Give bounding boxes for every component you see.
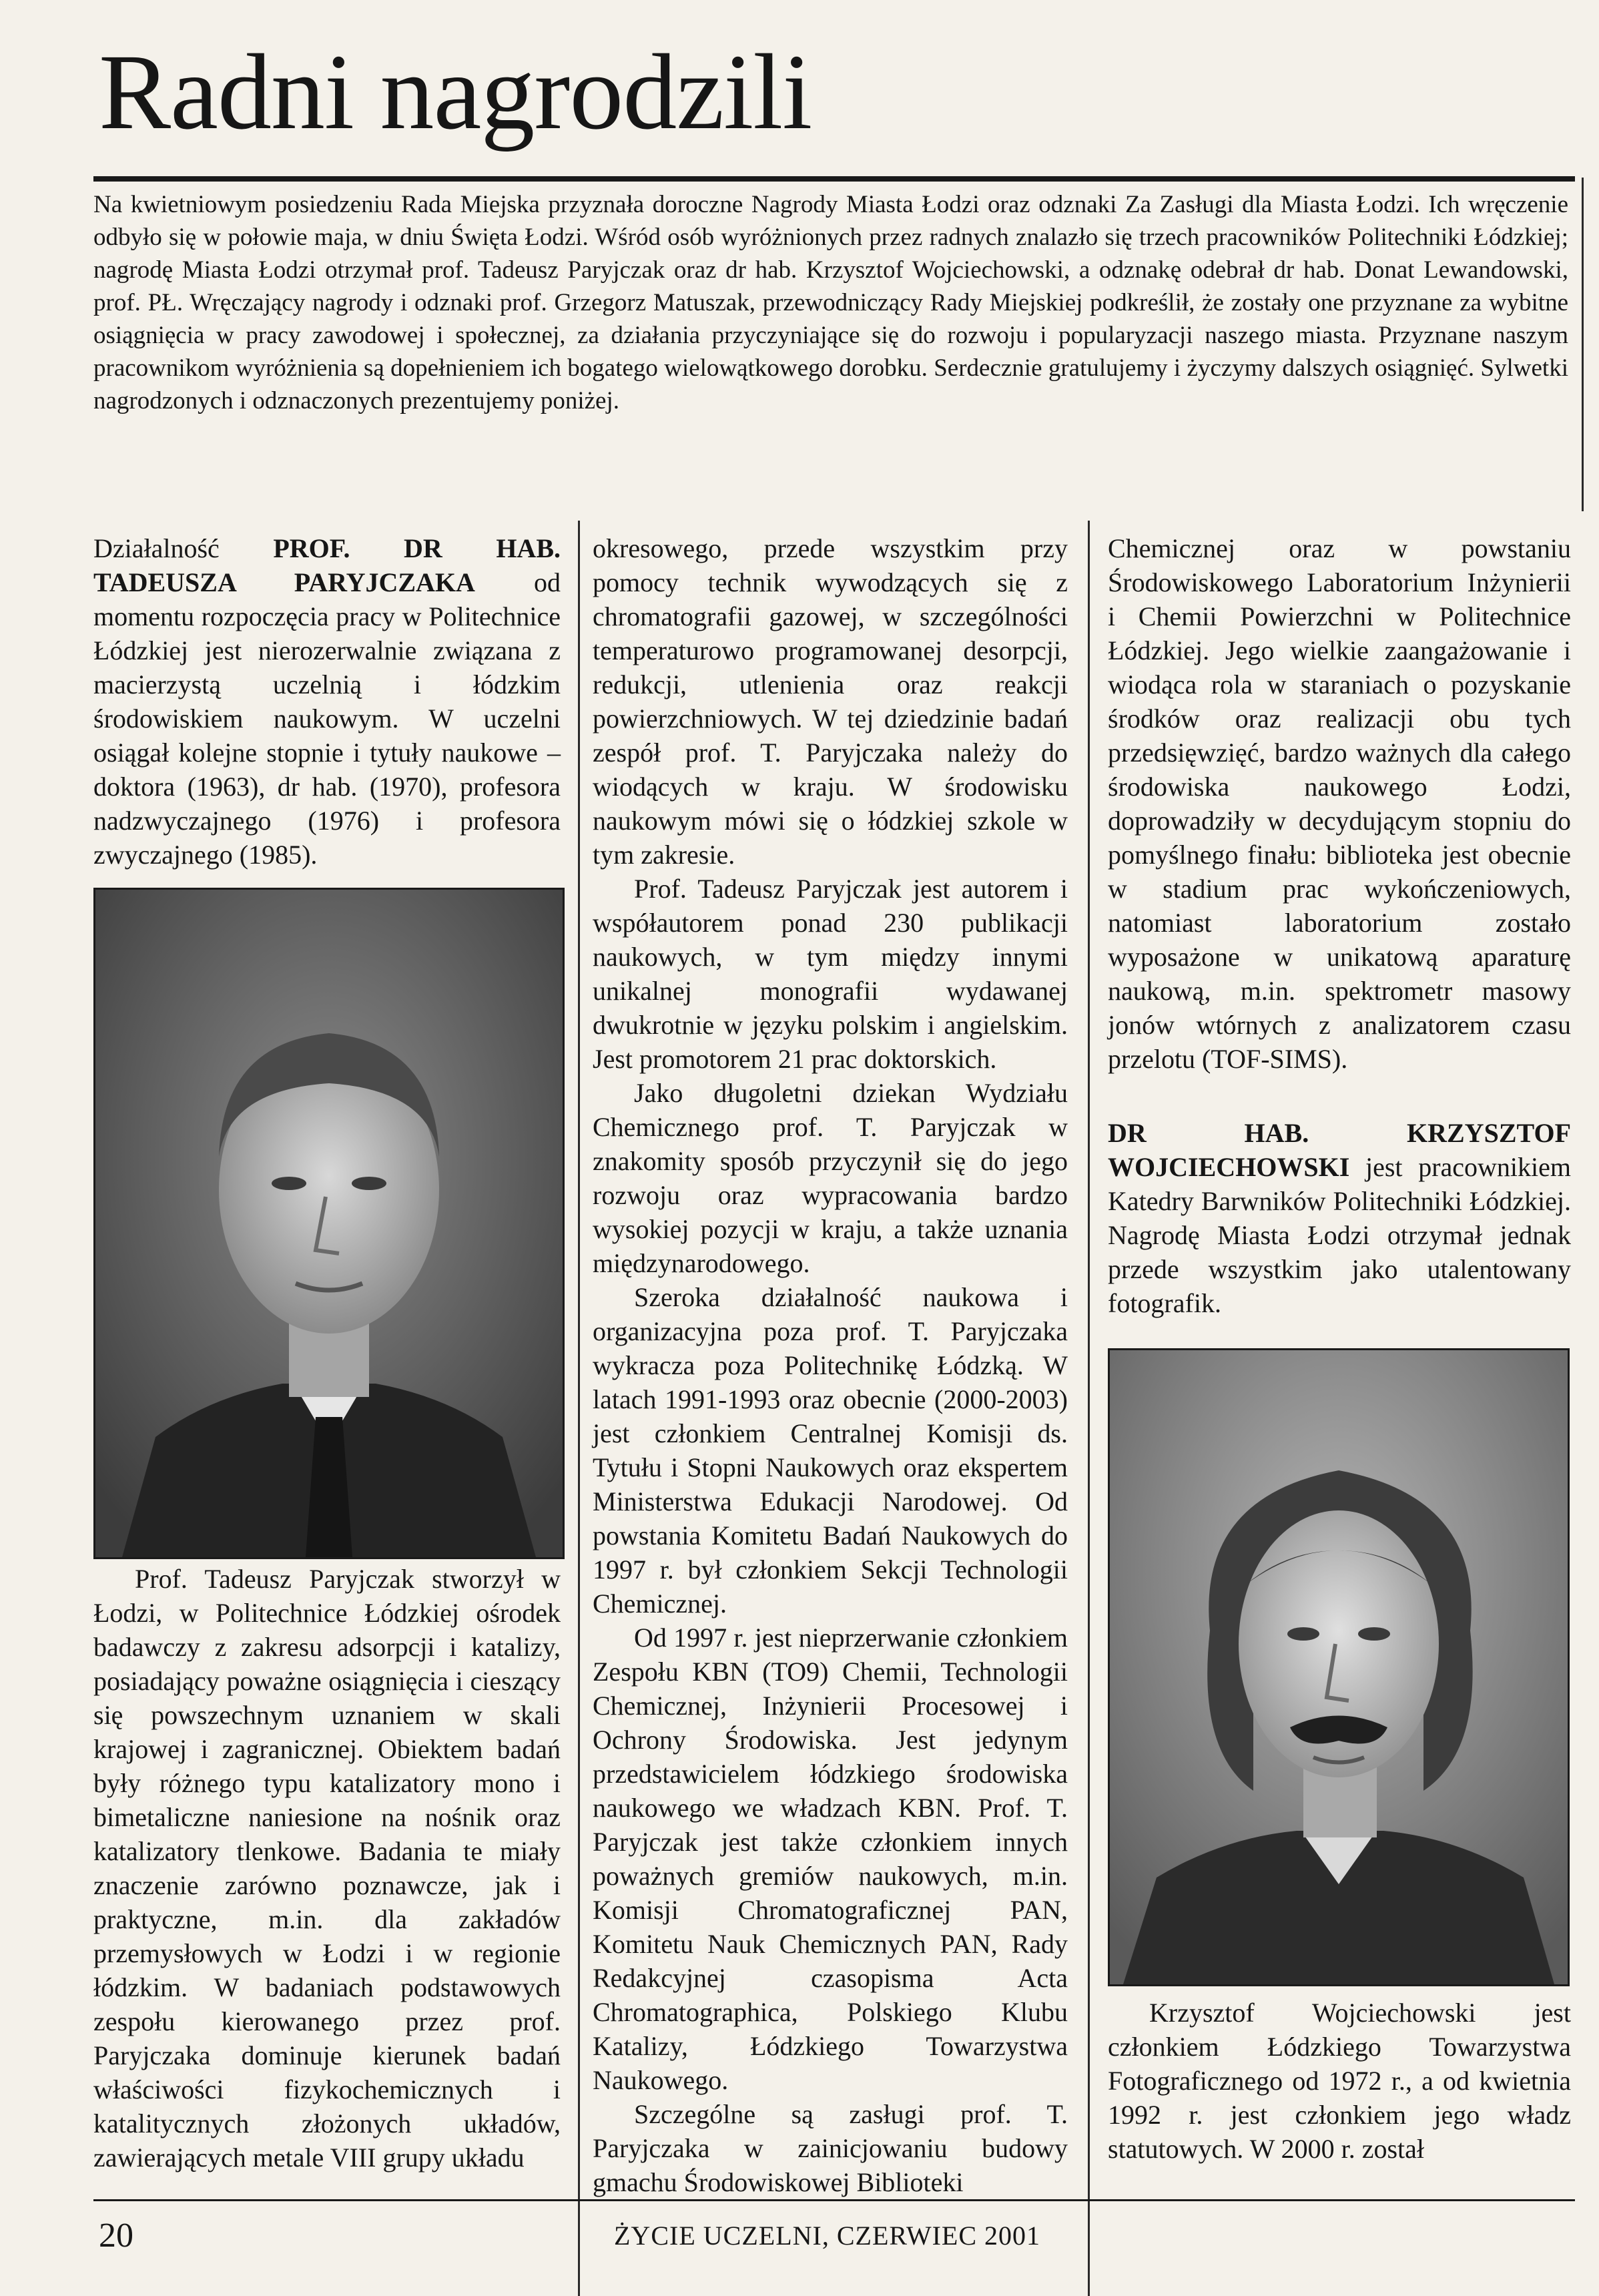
column-3 xyxy=(1108,531,1571,1320)
col1-intro-start: Działalność xyxy=(93,533,274,563)
col3-paragraph-3: Krzysztof Wojciechowski jest członkiem Łódzkiego Towarzystwa Fotograficznego od 1972 r., a od kwietnia 1992 r. jest członkiem jego władz statutowych. W 2000 r. został xyxy=(1108,1998,1571,2164)
portrait-paryjczak xyxy=(93,888,565,1559)
col3-paragraph-2-rest: jest pracownikiem Katedry Barwników Politechniki Łódzkiej. Nagrodę Miasta Łodzi otrzymał jednak przede wszystkim jako utalentowany fotografik. xyxy=(1108,1152,1571,1318)
page-number: 20 xyxy=(99,2217,133,2255)
column-rule-right xyxy=(1582,178,1584,511)
column-rule-1 xyxy=(578,521,580,2296)
col3-paragraph-2 xyxy=(1108,1116,1571,1320)
col2-paragraph-1: okresowego, przede wszystkim przy pomocy technik wywodzących się z chromatografii gazowej, w szczególności temperaturowo programowanej desorpcji, redukcji, utlenienia oraz reakcji powierzchniowych. W tej dziedzinie badań zespół prof. T. Paryjczaka należy do wiodących w kraju. W środowisku naukowym mówi się o łódzkiej szkole w tym zakresie. xyxy=(593,533,1068,870)
col2-paragraph-3: Jako długoletni dziekan Wydziału Chemicznego prof. T. Paryjczak w znakomity sposób przyczynił się do jego rozwoju oraz wypracowania bardzo wysokiej pozycji w kraju, a także uznania międzynarodowego. xyxy=(593,1078,1068,1278)
col1-intro-name: PROF. DR HAB. TADEUSZA PARYJCZAKA xyxy=(93,533,561,597)
col1-intro-rest: od momentu rozpoczęcia pracy w Politechnice Łódzkiej jest nierozerwalnie związana z macierzystą uczelnią i łódzkim środowiskiem naukowym. W uczelni osiągał kolejne stopnie i tytuły naukowe – doktora (1963), dr hab. (1970), profesora nadzwyczajnego (1976) i profesora zwyczajnego (1985). xyxy=(93,567,561,870)
col2-paragraph-2: Prof. Tadeusz Paryjczak jest autorem i współautorem ponad 230 publikacji naukowych, w tym między innymi unikalnej monografii wydawanej dwukrotnie w języku polskim i angielskim. Jest promotorem 21 prac doktorskich. xyxy=(593,874,1068,1074)
portrait-paryjczak-image xyxy=(95,890,563,1557)
column-1-lower xyxy=(93,1562,561,2175)
article-lead: Na kwietniowym posiedzeniu Rada Miejska przyznała doroczne Nagrody Miasta Łodzi oraz odznaki Za Zasługi dla Miasta Łodzi. Ich wręczenie odbyło się w połowie maja, w dniu Święta Łodzi. Wśród osób wyróżnionych przez radnych znalazło się trzech pracowników Politechniki Łódzkiej; nagrodę Miasta Łodzi otrzymał prof. Tadeusz Paryjczak oraz dr hab. Krzysztof Wojciechowski, a odznakę odebrał dr hab. Donat Lewandowski, prof. PŁ. Wręczający nagrody i odznaki prof. Grzegorz Matuszak, przewodniczący Rady Miejskiej podkreślił, że zostały one przyznane za wybitne osiągnięcia w pracy zawodowej i społecznej, za działania przyczyniające się do rozwoju i popularyzacji naszego miasta. Przyznane naszym pracownikom wyróżnienia są dopełnieniem ich bogatego wielowątkowego dorobku. Serdecznie gratulujemy i życzymy dalszych osiągnięć. Sylwetki nagrodzonych i odznaczonych prezentujemy poniżej. xyxy=(93,191,1568,414)
col2-paragraph-6: Szczególne są zasługi prof. T. Paryjczaka w zainicjowaniu budowy gmachu Środowiskowej Biblioteki xyxy=(593,2099,1068,2197)
col3-paragraph-1: Chemicznej oraz w powstaniu Środowiskowego Laboratorium Inżynierii i Chemii Powierzchni w Politechnice Łódzkiej. Jego wielkie zaangażowanie i wiodąca rola w staraniach o pozyskanie środków oraz realizacji obu tych przedsięwzięć, bardzo ważnych dla całego środowiska naukowego Łodzi, doprowadziły w decydującym stopniu do pomyślnego finału: biblioteka jest obecnie w stadium prac wykończeniowych, natomiast laboratorium zostało wyposażone w unikatową aparaturę naukową, m.in. spektrometr masowy jonów wtórnych z analizatorem czasu przelotu (TOF-SIMS). xyxy=(1108,533,1571,1074)
col1-intro-paragraph xyxy=(93,531,561,872)
footer-rule xyxy=(93,2199,1575,2201)
col1-paragraph-2: Prof. Tadeusz Paryjczak stworzył w Łodzi, w Politechnice Łódzkiej ośrodek badawczy z zakresu adsorpcji i katalizy, posiadający poważne osiągnięcia i cieszący się powszechnym uznaniem w skali krajowej i zagranicznej. Obiektem badań były różnego typu katalizatory mono i bimetaliczne naniesione na nośnik oraz katalizatory tlenkowe. Badania te miały znaczenie zarówno poznawcze, jak i praktyczne, m.in. dla zakładów przemysłowych w Łodzi i w regionie łódzkim. W badaniach podstawowych zespołu kierowanego przez prof. Paryjczaka dominuje kierunek badań właściwości fizykochemicznych i katalitycznych złożonych układów, zawierających metale VIII grupy układu xyxy=(93,1564,561,2173)
portrait-wojciechowski-image xyxy=(1110,1350,1568,1984)
column-rule-2 xyxy=(1088,521,1090,2296)
col3-name-wojciechowski: DR HAB. KRZYSZTOF WOJCIECHOWSKI xyxy=(1108,1118,1571,1182)
running-footer: ŻYCIE UCZELNI, CZERWIEC 2001 xyxy=(614,2221,1041,2251)
article-title: Radni nagrodzili xyxy=(99,33,812,152)
column-1 xyxy=(93,531,561,872)
column-3-lower xyxy=(1108,1996,1571,2166)
column-2 xyxy=(593,531,1068,2199)
col2-paragraph-5: Od 1997 r. jest nieprzerwanie członkiem Zespołu KBN (TO9) Chemii, Technologii Chemicznej, Inżynierii Procesowej i Ochrony Środowiska. Jest jedynym przedstawicielem łódzkiego środowiska naukowego we władzach KBN. Prof. T. Paryjczak jest także członkiem innych poważnych gremiów naukowych, m.in. Komisji Chromatograficznej PAN, Komitetu Nauk Chemicznych PAN, Rady Redakcyjnej czasopisma Acta Chromatographica, Polskiego Klubu Katalizy, Łódzkiego Towarzystwa Naukowego. xyxy=(593,1623,1068,2095)
portrait-wojciechowski xyxy=(1108,1348,1570,1986)
col2-paragraph-4: Szeroka działalność naukowa i organizacyjna poza prof. T. Paryjczaka wykracza poza Politechnikę Łódzką. W latach 1991-1993 oraz obecnie (2000-2003) jest członkiem Centralnej Komisji ds. Tytułu i Stopni Naukowych oraz ekspertem Ministerstwa Edukacji Narodowej. Od powstania Komitetu Badań Naukowych do 1997 r. był członkiem Sekcji Technologii Chemicznej. xyxy=(593,1282,1068,1619)
title-rule xyxy=(93,176,1575,182)
